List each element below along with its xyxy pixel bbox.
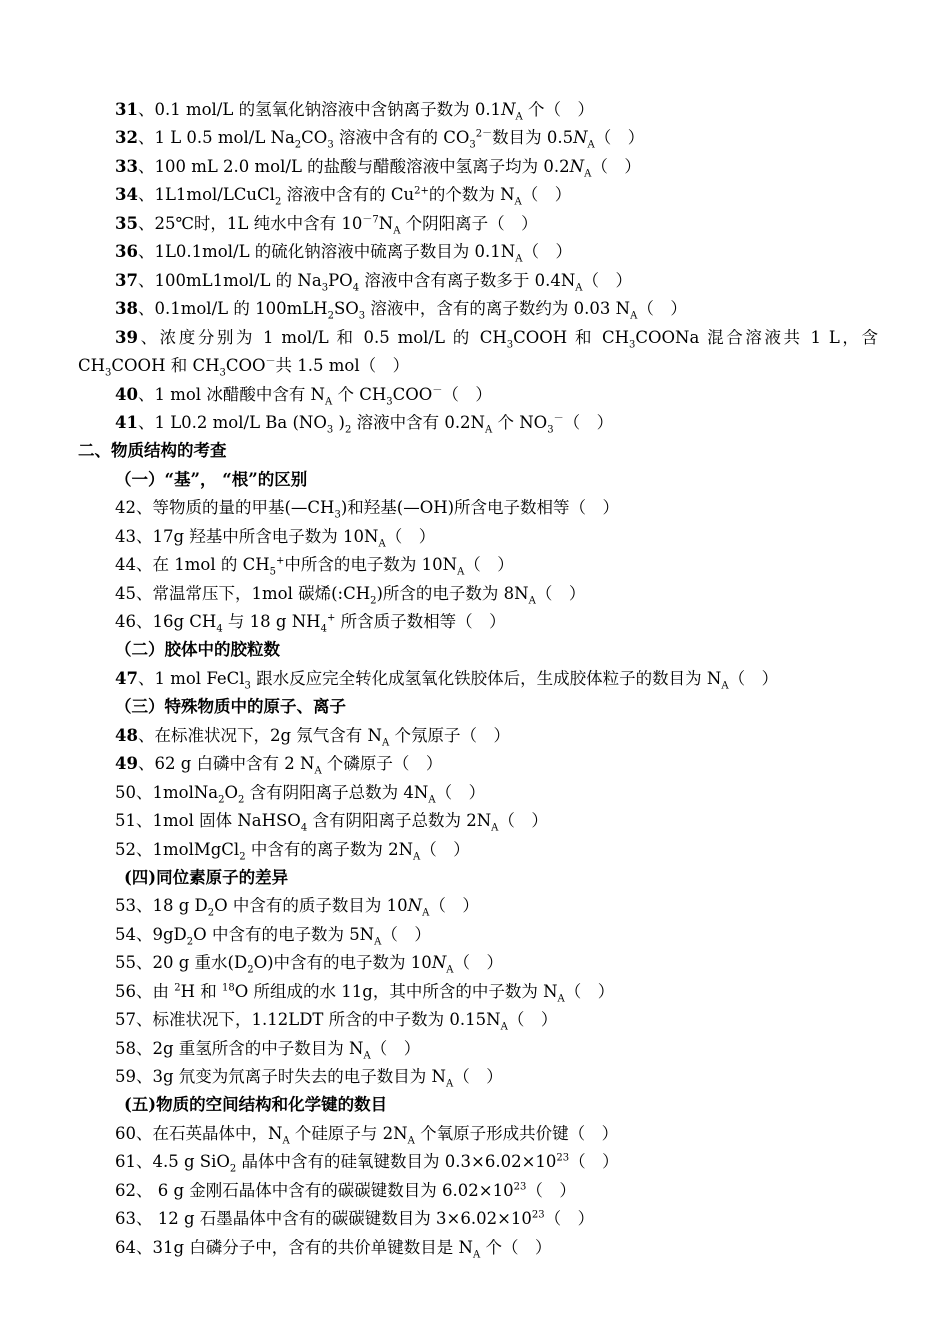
question-55: 55、20 g 重水$(D_2O)$中含有的电子数为 $10N_A$（ ） [115, 953, 503, 976]
question-54: 54、$9gD_2O$ 中含有的电子数为 $5N_A$（ ） [115, 924, 431, 948]
question-35 [78, 210, 878, 238]
question-52: 52、1molMgCl$_2$ 中含有的离子数为 $2N_A$（ ） [115, 839, 470, 862]
question-text: 、1 mol 冰醋酸中含有 $N_A$ 个 $CH_3COO^-$（ ） [137, 384, 492, 407]
question-number: 33 [115, 156, 138, 176]
question-text: 、1 mol FeCl$_3$ 跟水反应完全转化成氢氧化铁胶体后，生成胶体粒子的数目为 $N_A$（ ） [137, 668, 779, 692]
question-46: 46、16g $CH_4$ 与 18 g $NH_4^+$ 所含质子数相等（ ） [115, 612, 506, 635]
question-text: 、在标准状况下，2g 氖气含有 $N_A$ 个氖原子（ ） [137, 725, 510, 749]
question-33 [78, 153, 878, 181]
question-number: 41 [115, 412, 138, 432]
question-text: 、1L1mol/LCuCl$_2$ 溶液中含有的 $Cu^{2+}$的个数为 $N_A$（ ） [137, 185, 572, 208]
subsection-heading: （二）胶体中的胶粒数 [115, 640, 280, 660]
question-40 [78, 381, 878, 409]
question-number: 37 [115, 270, 138, 290]
question-number: 39 [115, 327, 138, 347]
subsection-heading: （一）“基”， “根”的区别 [115, 469, 308, 489]
question-64: 64、31g 白磷分子中，含有的共价单键数目是 $N_A$ 个（ ） [115, 1237, 552, 1260]
subsection-heading: (五)物质的空间结构和化学键的数目 [124, 1095, 388, 1115]
question-61: 61、4.5 g SiO$_2$ 晶体中含有的硅氧键数目为 $0.3\times 6.02\times 10^{23}$（ ） [115, 1152, 619, 1175]
question-47 [78, 665, 878, 693]
question-36 [78, 238, 878, 266]
question-text: 、浓度分别为 1 mol/L 和 0.5 mol/L 的 $CH_3COOH$ 和 $CH_3COONa$ 混合溶液共 1 L，含 $CH_3COOH$ 和 $CH_3COO^-$共 1.5 mol（ ） [78, 327, 878, 379]
question-text: 、100mL1mol/L 的 $Na_3PO_4$ 溶液中含有离子数多于 $0.4N_A$（ ） [137, 270, 632, 293]
question-41 [78, 409, 878, 437]
question-number: 36 [115, 242, 138, 262]
question-43: 43、17g 羟基中所含电子数为 $10N_A$（ ） [115, 526, 436, 549]
question-text: 、1 L 0.5 mol/L $Na_2CO_3$ 溶液中含有的 $CO_3^{2-}$数目为 $0.5N_A$（ ） [137, 128, 645, 151]
question-57: 57、标准状况下，1.12LDT 所含的中子数为 $0.15N_A$（ ） [115, 1010, 558, 1033]
question-text: 、0.1mol/L 的 $100mLH_2SO_3$ 溶液中，含有的离子数约为 0.03 $N_A$（ ） [137, 299, 687, 322]
subsection-heading: (四)同位素原子的差异 [124, 867, 289, 887]
question-59: 59、3g 氘变为氘离子时失去的电子数目为 $N_A$（ ） [115, 1067, 503, 1090]
question-49 [78, 750, 878, 778]
question-44: 44、在 1mol 的 $CH_5^+$中所含的电子数为 $10N_A$（ ） [115, 555, 514, 578]
question-56: 56、由 $^2$H 和 $^{18}$O 所组成的水 11g，其中所含的中子数为 $N_A$（ ） [115, 981, 615, 1004]
question-text: 、0.1 mol/L 的氢氧化钠溶液中含钠离子数为 $0.1N_A$ 个（ ） [137, 100, 594, 123]
subsection-heading: （三）特殊物质中的原子、离子 [115, 697, 346, 717]
question-34 [78, 181, 878, 209]
section-heading: 二、物质结构的考查 [78, 441, 227, 461]
question-62: 62、 6 g 金刚石晶体中含有的碳碳键数目为 $6.02\times 10^{23}$（ ） [115, 1180, 576, 1200]
question-text: 、100 mL 2.0 mol/L 的盐酸与醋酸溶液中氢离子均为 $0.2N_A$（ ） [137, 156, 641, 180]
question-text: 、1 L0.2 mol/L Ba ($NO_3$ )$_2$ 溶液中含有 $0.2N_A$ 个 $NO_3^-$（ ） [137, 412, 614, 436]
question-32 [78, 124, 878, 152]
question-number: 47 [115, 668, 138, 688]
question-63: 63、 12 g 石墨晶体中含有的碳碳键数目为 $3\times 6.02\times 10^{23}$（ ） [115, 1209, 595, 1229]
question-39 [78, 324, 878, 381]
question-42: 42、等物质的量的甲基$(—CH_3)$和羟基(—OH)所含电子数相等（ ） [115, 498, 620, 521]
question-48 [78, 722, 878, 750]
question-number: 48 [115, 725, 138, 745]
question-50: 50、$1molNa_2O_2$ 含有阴阳离子总数为 $4N_A$（ ） [115, 782, 486, 805]
question-58: 58、2g 重氢所含的中子数目为 $N_A$（ ） [115, 1038, 421, 1061]
question-60: 60、在石英晶体中，$N_A$ 个硅原子与 $2N_A$ 个氧原子形成共价键（ ） [115, 1123, 619, 1147]
question-number: 40 [115, 384, 138, 404]
question-number: 32 [115, 128, 138, 148]
question-38 [78, 295, 878, 323]
question-53: 53、18 g $D_2O$ 中含有的质子数目为 $10N_A$（ ） [115, 896, 479, 919]
question-31 [78, 96, 878, 124]
question-number: 49 [115, 754, 138, 774]
question-text: 、1L0.1mol/L 的硫化钠溶液中硫离子数目为 $0.1N_A$（ ） [137, 242, 572, 265]
question-number: 38 [115, 299, 138, 319]
question-number: 35 [115, 213, 138, 233]
question-number: 31 [115, 100, 138, 119]
question-37 [78, 267, 878, 295]
question-text: 、25℃时，1L 纯水中含有 $10^{-7}N_A$ 个阴阳离子（ ） [137, 213, 538, 237]
question-number: 34 [115, 185, 138, 205]
question-45: 45、常温常压下，1mol 碳烯$(:CH_2)$所含的电子数为 $8N_A$（ ） [115, 583, 586, 606]
question-51: 51、1mol 固体 NaHSO$_4$ 含有阴阳离子总数为 $2N_A$（ ） [115, 811, 548, 834]
document-page [78, 96, 878, 1262]
question-text: 、62 g 白磷中含有 2 $N_A$ 个磷原子（ ） [137, 754, 443, 777]
